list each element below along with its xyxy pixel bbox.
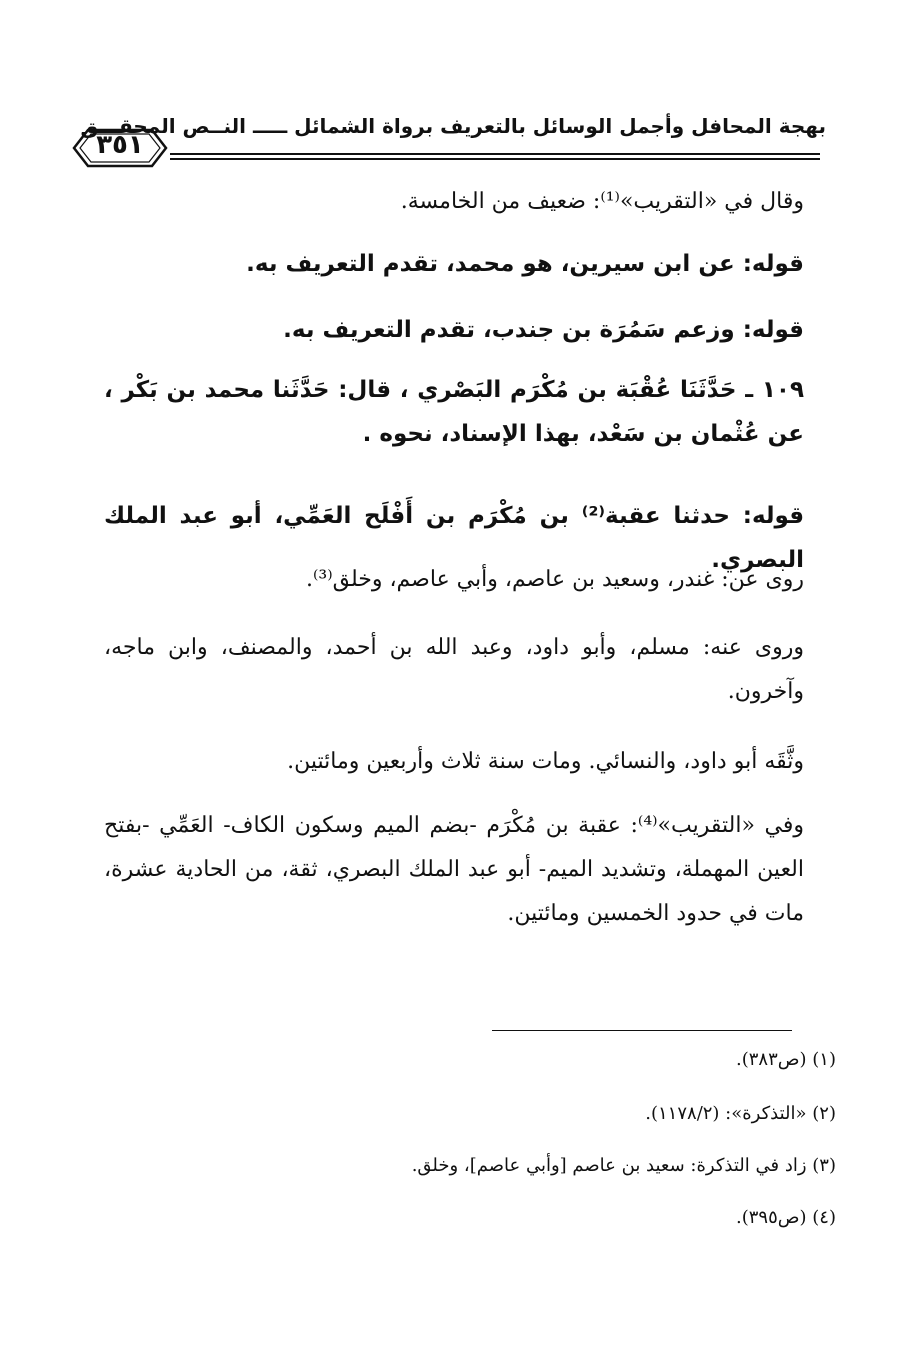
paragraph-tawthiq: وثَّقَه أبو داود، والنسائي. ومات سنة ثلاث وأربعين ومائتين. [287, 749, 804, 774]
paragraph-uqba-heading: قوله: حدثنا عقبة⁽²⁾ بن مُكْرَم بن أَفْلَح العَمِّي، أبو عبد الملك البصري. [104, 503, 805, 573]
paragraph-narrated-from: روى عن: غندر، وسعيد بن عاصم، وأبي عاصم، وخلق⁽³⁾. [305, 567, 804, 592]
hadith-109: ١٠٩ ـ حَدَّثَنَا عُقْبَة بن مُكْرَم البَصْري ، قال: حَدَّثَنا محمد بن بَكْر ، عن عُثْمان بن سَعْد، بهذا الإسناد، نحوه . [104, 377, 804, 447]
footnote-1: (١) (ص٣٨٣). [736, 1049, 836, 1070]
header-rule-top [170, 153, 820, 155]
paragraph-taqrib-uqba: وفي «التقريب»⁽⁴⁾: عقبة بن مُكْرَم -بضم الميم وسكون الكاف- العَمِّي -بفتح العين المهملة، وتشديد الميم- أبو عبد الملك البصري، ثقة، من الحادية عشرة، مات في حدود الخمسين ومائتين. [104, 813, 804, 926]
footnote-4: (٤) (ص٣٩٥). [736, 1207, 836, 1228]
page-number-badge [72, 124, 168, 172]
page-number: ٣٥١ [96, 130, 144, 160]
paragraph-narrated-by: وروى عنه: مسلم، وأبو داود، وعبد الله بن أحمد، والمصنف، وابن ماجه، وآخرون. [104, 635, 804, 704]
paragraph-taqrib-note: وقال في «التقريب»⁽¹⁾: ضعيف من الخامسة. [400, 189, 804, 214]
paragraph-ibn-sirin: قوله: عن ابن سيرين، هو محمد، تقدم التعريف به. [246, 251, 804, 277]
running-header-title: بهجة المحافل وأجمل الوسائل بالتعريف برواة الشمائل ـــــ النــص المحقـــق [80, 114, 826, 138]
footnote-3: (٣) زاد في التذكرة: سعيد بن عاصم [وأبي عاصم]، وخلق. [411, 1155, 836, 1176]
header-rule-bottom [170, 158, 820, 160]
paragraph-samura: قوله: وزعم سَمُرَة بن جندب، تقدم التعريف به. [283, 317, 804, 343]
footnote-2: (٢) «التذكرة»: (١١٧٨/٢). [645, 1103, 836, 1124]
footnote-separator [492, 1030, 792, 1031]
